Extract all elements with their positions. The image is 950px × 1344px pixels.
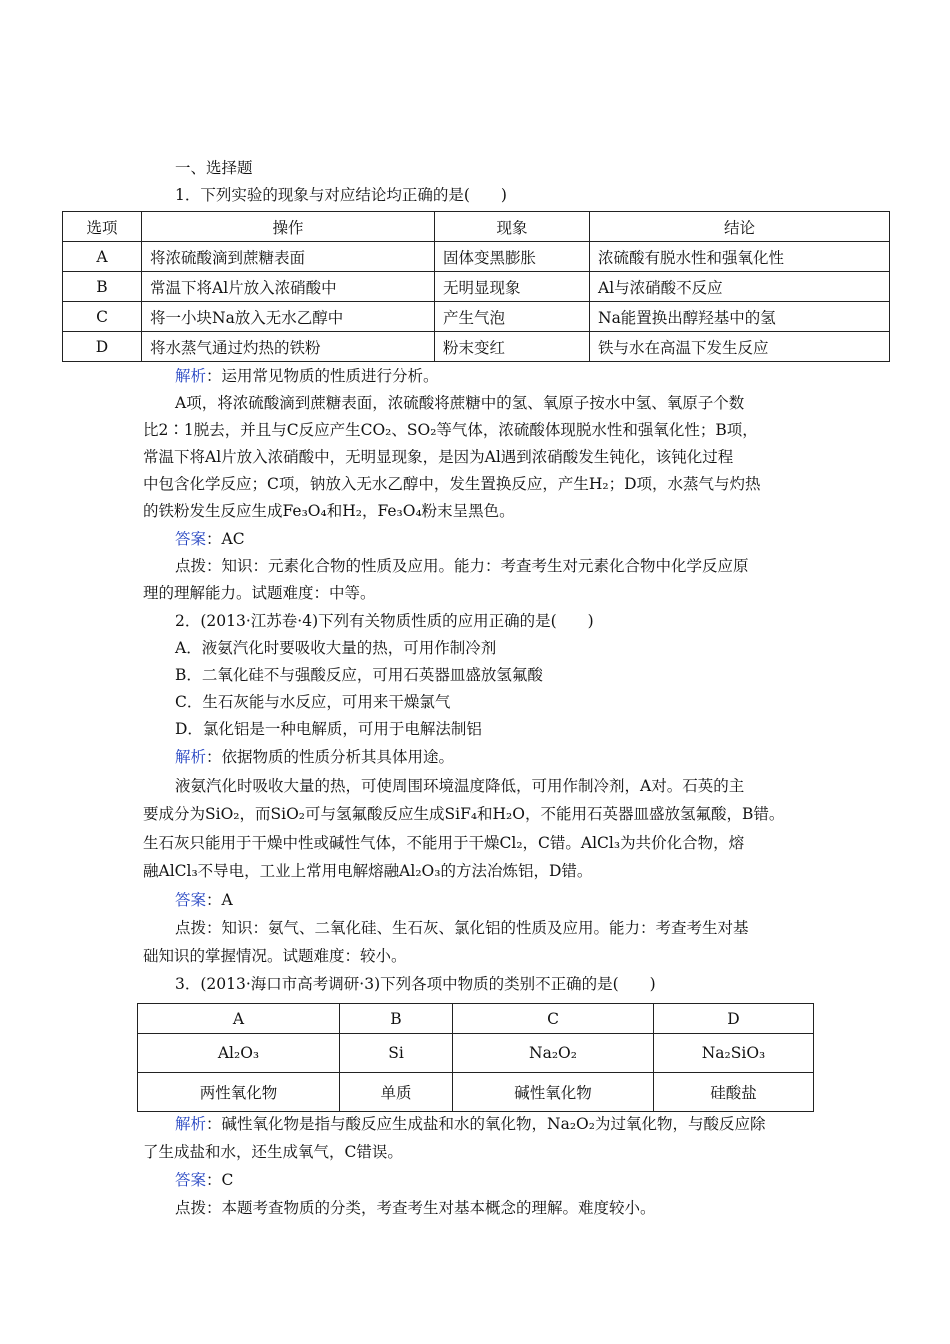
table-cell: 将一小块Na放入无水乙醇中: [142, 302, 435, 332]
table-header-row: [63, 212, 890, 242]
analysis-label: 解析: [175, 367, 207, 385]
table-cell: 将水蒸气通过灼热的铁粉: [142, 332, 435, 362]
table-cell: B: [63, 272, 142, 302]
table-cell: 无明显现象: [435, 272, 590, 302]
analysis-line: 要成分为SiO₂，而SiO₂可与氢氟酸反应生成SiF₄和H₂O，不能用石英器皿盛放氢氟酸，B错。: [143, 805, 785, 823]
q1-table: [62, 211, 890, 362]
table-cell: 浓硫酸有脱水性和强氧化性: [590, 242, 890, 272]
table-cell: 铁与水在高温下发生反应: [590, 332, 890, 362]
table-row: [63, 302, 890, 332]
table-cell: Na₂SiO₃: [654, 1034, 814, 1073]
table-row: [63, 272, 890, 302]
section-title: 一、选择题: [175, 159, 253, 177]
q3-table: [137, 1003, 814, 1112]
answer-label: 答案: [175, 891, 207, 909]
analysis-label: 解析: [175, 1115, 207, 1133]
table-cell: 硅酸盐: [654, 1073, 814, 1112]
table-cell: Na能置换出醇羟基中的氢: [590, 302, 890, 332]
table-cell: D: [63, 332, 142, 362]
table-cell: 单质: [340, 1073, 453, 1112]
analysis-line: 中包含化学反应；C项，钠放入无水乙醇中，发生置换反应，产生H₂；D项，水蒸气与灼热: [143, 475, 761, 493]
table-cell: Al₂O₃: [138, 1034, 340, 1073]
option-c: C．生石灰能与水反应，可用来干燥氯气: [175, 693, 451, 711]
header-cell: D: [654, 1004, 814, 1034]
option-b: B．二氧化硅不与强酸反应，可用石英器皿盛放氢氟酸: [175, 666, 543, 684]
header-cell: B: [340, 1004, 453, 1034]
option-d: D．氯化铝是一种电解质，可用于电解法制铝: [175, 720, 482, 738]
table-row: [138, 1034, 814, 1073]
header-cell: 操作: [142, 212, 435, 242]
table-header-row: [138, 1004, 814, 1034]
header-cell: 选项: [63, 212, 142, 242]
analysis-line: 常温下将Al片放入浓硝酸中，无明显现象，是因为Al遇到浓硝酸发生钝化，该钝化过程: [143, 448, 734, 466]
analysis-line: A项，将浓硫酸滴到蔗糖表面，浓硫酸将蔗糖中的氢、氧原子按水中氢、氧原子个数: [175, 394, 745, 412]
table-cell: 将浓硫酸滴到蔗糖表面: [142, 242, 435, 272]
table-cell: 产生气泡: [435, 302, 590, 332]
table-cell: 常温下将Al片放入浓硝酸中: [142, 272, 435, 302]
analysis-line: 比2∶1脱去，并且与C反应产生CO₂、SO₂等气体，浓硫酸体现脱水性和强氧化性；B项，: [143, 421, 758, 439]
table-row: [63, 242, 890, 272]
table-cell: Si: [340, 1034, 453, 1073]
header-cell: 结论: [590, 212, 890, 242]
analysis-line: 融AlCl₃不导电，工业上常用电解熔融Al₂O₃的方法冶炼铝，D错。: [143, 862, 593, 880]
table-row: [63, 332, 890, 362]
tip-line: 理的理解能力。试题难度：中等。: [143, 584, 376, 602]
analysis-line: 的铁粉发生反应生成Fe₃O₄和H₂，Fe₃O₄粉末呈黑色。: [143, 502, 515, 520]
table-cell: 两性氧化物: [138, 1073, 340, 1112]
q3-analysis: 解析：碱性氧化物是指与酸反应生成盐和水的氧化物，Na₂O₂为过氧化物，与酸反应除: [175, 1115, 766, 1133]
answer-label: 答案: [175, 1171, 207, 1189]
table-cell: Al与浓硝酸不反应: [590, 272, 890, 302]
header-cell: 现象: [435, 212, 590, 242]
answer-label: 答案: [175, 530, 207, 548]
header-cell: C: [453, 1004, 654, 1034]
tip-line: 点拨：知识：氨气、二氧化硅、生石灰、氯化铝的性质及应用。能力：考查考生对基: [175, 919, 749, 937]
table-cell: Na₂O₂: [453, 1034, 654, 1073]
q3-answer: 答案：C: [175, 1171, 234, 1189]
q2-analysis: 解析：依据物质的性质分析其具体用途。: [175, 748, 455, 766]
analysis-label: 解析: [175, 748, 207, 766]
q3-stem: 3．(2013·海口市高考调研·3)下列各项中物质的类别不正确的是( ): [175, 975, 656, 993]
q2-answer: 答案：A: [175, 891, 233, 909]
tip-line: 础知识的掌握情况。试题难度：较小。: [143, 947, 407, 965]
tip-line: 点拨：知识：元素化合物的性质及应用。能力：考查考生对元素化合物中化学反应原: [175, 557, 749, 575]
analysis-line: 生石灰只能用于干燥中性或碱性气体，不能用于干燥Cl₂，C错。AlCl₃为共价化合物，熔: [143, 834, 745, 852]
q2-stem: 2．(2013·江苏卷·4)下列有关物质性质的应用正确的是( ): [175, 612, 594, 630]
option-a: A．液氨汽化时要吸收大量的热，可用作制冷剂: [175, 639, 497, 657]
table-cell: 固体变黑膨胀: [435, 242, 590, 272]
tip-line: 点拨：本题考查物质的分类，考查考生对基本概念的理解。难度较小。: [175, 1199, 656, 1217]
q1-answer: 答案：AC: [175, 530, 245, 548]
analysis-line: 了生成盐和水，还生成氧气，C错误。: [143, 1143, 403, 1161]
analysis-line: 液氨汽化时吸收大量的热，可使周围环境温度降低，可用作制冷剂，A对。石英的主: [175, 777, 745, 795]
q1-stem: 1．下列实验的现象与对应结论均正确的是( ): [175, 186, 507, 204]
table-cell: C: [63, 302, 142, 332]
q1-analysis: 解析：运用常见物质的性质进行分析。: [175, 367, 439, 385]
table-cell: A: [63, 242, 142, 272]
table-cell: 碱性氧化物: [453, 1073, 654, 1112]
header-cell: A: [138, 1004, 340, 1034]
table-cell: 粉末变红: [435, 332, 590, 362]
table-row: [138, 1073, 814, 1112]
